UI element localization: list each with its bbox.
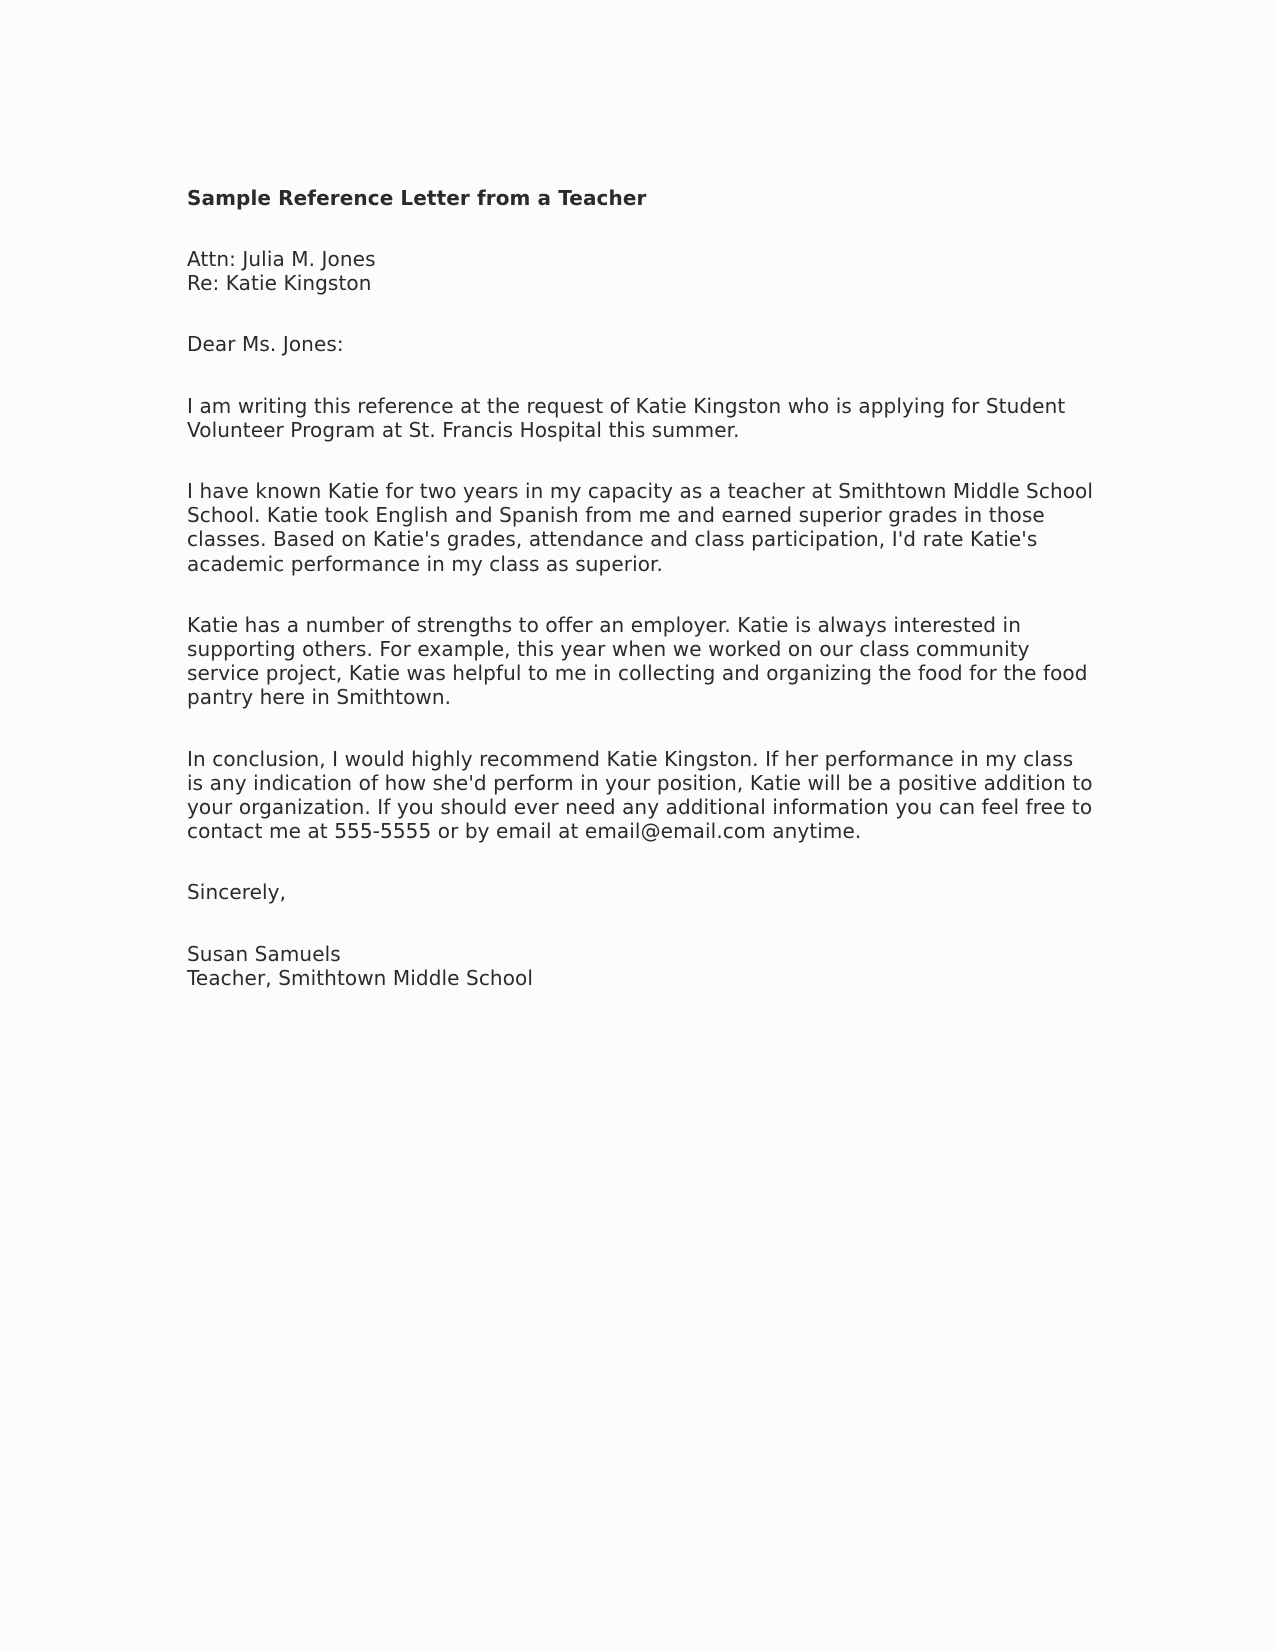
closing (187, 880, 1087, 904)
paragraph-line: School. Katie took English and Spanish from me and earned superior grades in those (187, 503, 1045, 528)
attn-line: Attn: Julia M. Jones (187, 247, 376, 271)
signature-block (187, 942, 1087, 990)
salutation (187, 332, 1087, 356)
salutation-line: Dear Ms. Jones: (187, 332, 344, 357)
paragraph-line: is any indication of how she'd perform in your position, Katie will be a positive addition to (187, 770, 1093, 795)
paragraph-line: Katie has a number of strengths to offer an employer. Katie is always interested in (187, 612, 1021, 637)
paragraph-1 (187, 394, 1087, 442)
paragraph-line: In conclusion, I would highly recommend Katie Kingston. If her performance in my class (187, 746, 1074, 771)
paragraph-line: service project, Katie was helpful to me in collecting and organizing the food for the food (187, 661, 1088, 686)
paragraph-3 (187, 613, 1087, 710)
closing-line: Sincerely, (187, 880, 287, 905)
paragraph-4 (187, 746, 1093, 844)
paragraph-line: academic performance in my class as superior. (187, 551, 664, 576)
letter-title: Sample Reference Letter from a Teacher (187, 186, 647, 210)
paragraph-line: pantry here in Smithtown. (187, 685, 452, 710)
re-line: Re: Katie Kingston (187, 271, 372, 296)
paragraph-line: I am writing this reference at the request of Katie Kingston who is applying for Student (187, 393, 1066, 418)
address-block (187, 247, 1087, 295)
reference-letter (187, 186, 1094, 1027)
paragraph-2 (187, 479, 1094, 576)
signature-name: Susan Samuels (187, 941, 341, 966)
paragraph-line: Volunteer Program at St. Francis Hospital this summer. (187, 417, 740, 442)
paragraph-line: I have known Katie for two years in my capacity as a teacher at Smithtown Middle School (187, 479, 1094, 504)
signature-title: Teacher, Smithtown Middle School (187, 965, 534, 990)
paragraph-line: supporting others. For example, this year when we worked on our class community (187, 637, 1030, 662)
paragraph-line: classes. Based on Katie's grades, attendance and class participation, I'd rate Katie's (187, 527, 1038, 552)
paragraph-line: your organization. If you should ever need any additional information you can feel free to (187, 795, 1093, 820)
paragraph-line: contact me at 555-5555 or by email at email@email.com anytime. (187, 819, 862, 844)
